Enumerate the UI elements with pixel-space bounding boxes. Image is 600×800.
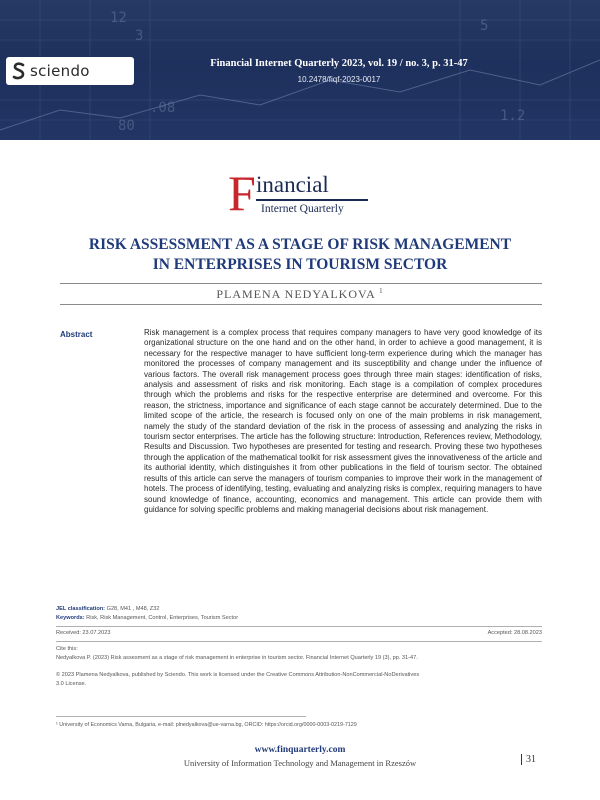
header-banner: [0, 0, 600, 140]
author-name: PLAMENA NEDYALKOVA: [216, 287, 376, 301]
journal-citation-line: Financial Internet Quarterly 2023, vol. 19 / no. 3, p. 31-47: [210, 58, 468, 69]
svg-text:5: 5: [480, 18, 489, 34]
svg-text:.08: .08: [150, 100, 176, 116]
journal-website-link[interactable]: www.finquarterly.com: [254, 745, 346, 755]
publisher-university: University of Information Technology and Management in Rzeszów: [183, 758, 417, 768]
keywords: [56, 615, 238, 621]
page-number: 31: [521, 754, 536, 765]
author-footnote-mark: 1: [379, 287, 384, 295]
article-title: [40, 235, 560, 275]
sciendo-wordmark: sciendo: [30, 62, 90, 80]
title-line-2: IN ENTERPRISES IN TOURISM SECTOR: [152, 256, 448, 273]
cite-label: Cite this:: [56, 646, 78, 652]
svg-text:3: 3: [135, 28, 144, 44]
svg-text:80: 80: [118, 118, 135, 134]
jel-classification: [56, 606, 159, 612]
abstract-label: Abstract: [60, 330, 93, 339]
logo-letter-f: F: [228, 165, 256, 221]
footnote-rule: [56, 716, 306, 717]
title-line-1: RISK ASSESSMENT AS A STAGE OF RISK MANAGEMENT: [88, 236, 512, 253]
logo-rule: [256, 199, 368, 201]
logo-word: inancial: [256, 172, 329, 197]
accepted-date: Accepted: 28.08.2023: [487, 630, 542, 636]
license-line-2: 3.0 License.: [56, 681, 87, 687]
author-footnote: ¹ University of Economics Varna, Bulgaria, e-mail: plnedyalkova@ue-varna.bg, ORCID: https://orcid.org/0000-0003-0219-7129: [56, 722, 357, 728]
author-top-rule: [60, 283, 542, 284]
jel-label: JEL classification:: [56, 606, 106, 612]
meta-divider-2: [56, 641, 542, 642]
license-line-1: © 2023 Plamena Nedyalkova, published by Sciendo. This work is licensed under the Creative Commons Attribution-NonCommercial-NoDerivatives: [56, 672, 420, 678]
jel-value: G28, M41 , M48, Z32: [106, 606, 160, 612]
abstract-text: Risk management is a complex process that requires company managers to have very good knowledge of its organizational structure on the one hand and on the other hand, in order to achieve a good management, it is necessary for the respective manager to have sufficient long-term experience during which the manager has monitored the processes of company management and its susceptibility and change under the influence of various factors. The overall risk management process goes through three main stages: identification of risks, analysis and assessment of risks and risk monitoring. Each stage is a compilation of complex procedures through which the problems and risks for the respective enterprise are determined and overcome. For this reason, the strictness, importance and significance of each stage cannot be accurately determined. Due to the limited scope of the article, the research is focused only on one of the main problems in risk management, namely the study of the standard deviation of the risk in the process of assessing and analyzing the risks in tourism sector enterprises. The article has the following structure: Introduction, References review, Methodology, Results and Discussion. Two hypotheses are presented for testing and research. Proving these two hypotheses through the application of the mathematical toolkit for risk assessment gives the innovativeness of the article and its authorial identity, which distinguishes it from other publications in the field of tourism sector. The obtained results of this article can serve the managers of tourism companies to improve their work in the management of hotels. The process of identifying, testing, evaluating and analyzing risks is complex, requiring managers to have sound knowledge of finance, accounting, economics and management. This article can provide them with guidance for solving specific problems and making managerial decisions about risk management.: [144, 328, 542, 514]
author-line: [0, 287, 600, 302]
received-date: Received: 23.07.2023: [56, 630, 111, 636]
journal-logo: [228, 165, 378, 225]
author-bottom-rule: [60, 304, 542, 305]
keywords-value: Risk, Risk Management, Control, Enterprises, Tourism Sector: [86, 615, 239, 621]
doi-line[interactable]: 10.2478/fiqf-2023-0017: [297, 75, 381, 84]
svg-text:12: 12: [110, 10, 127, 26]
meta-divider: [56, 626, 542, 627]
keywords-label: Keywords:: [56, 615, 85, 621]
logo-subtitle: Internet Quarterly: [261, 203, 344, 215]
cite-text: Nedyalkova P. (2023) Risk assesment as a stage of risk management in enterprise in tourism sector. Financial Internet Quarterly 19 (3), pp. 31-47.: [56, 655, 418, 661]
svg-text:1.2: 1.2: [500, 108, 526, 124]
